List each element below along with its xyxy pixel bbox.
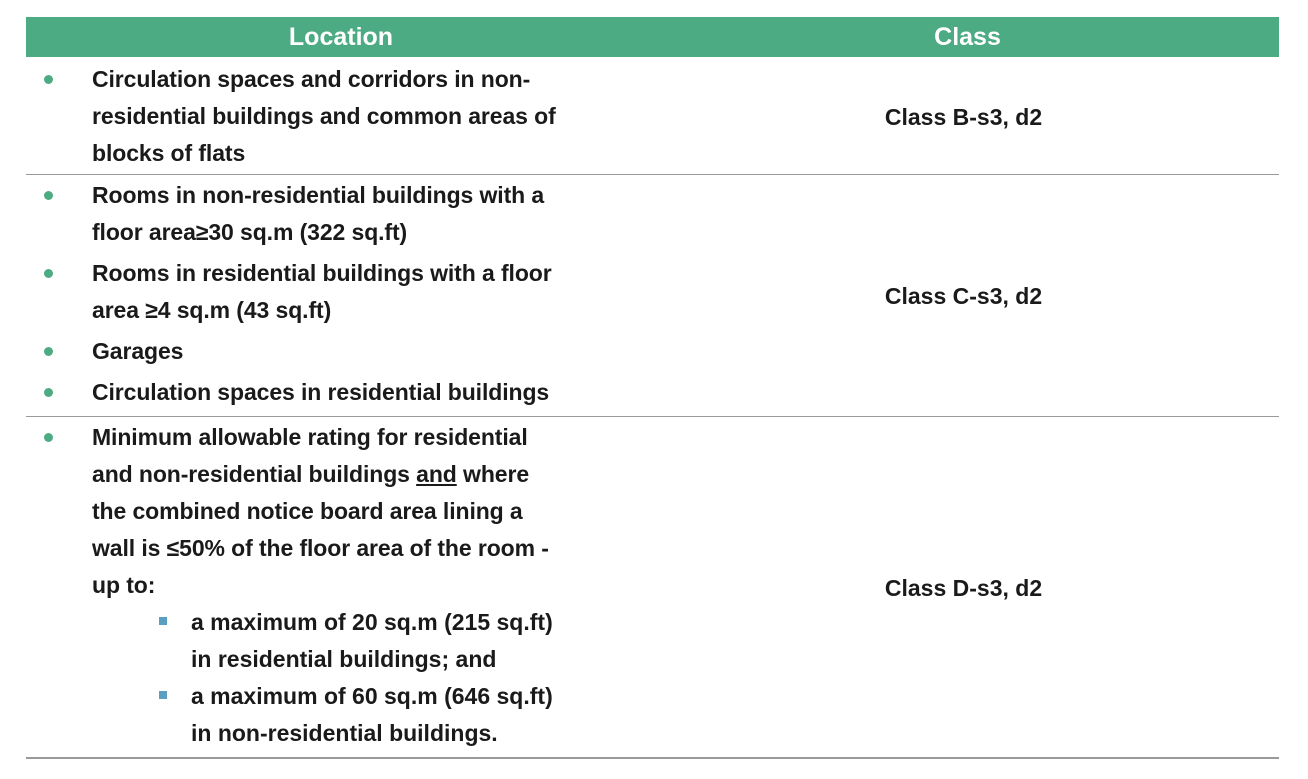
- item-text: and non-residential buildings: [92, 461, 410, 487]
- item-line: a maximum of 60 sq.m (646 sq.ft): [191, 683, 553, 709]
- square-bullet-icon: [159, 691, 167, 699]
- location-cell: [26, 177, 656, 416]
- item-line: Minimum allowable rating for residential: [92, 424, 528, 450]
- class-cell: Class C-s3, d2: [884, 283, 1043, 309]
- table-header: [26, 17, 1279, 57]
- item-line: blocks of flats: [92, 140, 246, 166]
- list-item: [40, 374, 656, 411]
- item-line: wall is ≤50% of the floor area of the room -: [92, 535, 549, 561]
- sub-list-item: [40, 604, 656, 678]
- bullet-icon: [44, 433, 53, 442]
- table-row: [26, 417, 1279, 759]
- emphasis-text: and: [416, 461, 457, 487]
- item-line: up to:: [92, 572, 156, 598]
- item-line: Circulation spaces and corridors in non-: [92, 66, 531, 92]
- bullet-icon: [44, 269, 53, 278]
- bullet-icon: [44, 75, 53, 84]
- list-item: [40, 177, 656, 251]
- item-line: Garages: [92, 338, 184, 364]
- item-line: in non-residential buildings.: [191, 720, 498, 746]
- bullet-icon: [44, 388, 53, 397]
- item-line: area ≥4 sq.m (43 sq.ft): [92, 297, 332, 323]
- bullet-icon: [44, 191, 53, 200]
- sub-list-item: [40, 678, 656, 752]
- item-line: [92, 456, 656, 493]
- location-cell: [26, 61, 656, 174]
- list-item: [40, 255, 656, 329]
- list-item: [40, 61, 656, 172]
- list-item: [40, 419, 656, 604]
- item-line: Circulation spaces in residential buildings: [92, 379, 550, 405]
- list-item: [40, 333, 656, 370]
- bullet-icon: [44, 347, 53, 356]
- item-line: Rooms in non-residential buildings with a: [92, 182, 545, 208]
- class-cell: Class B-s3, d2: [884, 104, 1043, 130]
- header-location: Location: [288, 22, 394, 51]
- item-line: floor area≥30 sq.m (322 sq.ft): [92, 219, 408, 245]
- item-line: the combined notice board area lining a: [92, 498, 523, 524]
- class-cell: Class D-s3, d2: [884, 574, 1043, 601]
- table-row: [26, 175, 1279, 417]
- item-line: in residential buildings; and: [191, 646, 497, 672]
- location-cell: [26, 419, 656, 757]
- table-row: [26, 57, 1279, 175]
- square-bullet-icon: [159, 617, 167, 625]
- fire-class-table: [26, 17, 1279, 759]
- item-line: a maximum of 20 sq.m (215 sq.ft): [191, 609, 553, 635]
- item-line: Rooms in residential buildings with a floor: [92, 260, 552, 286]
- header-class: Class: [934, 22, 1001, 51]
- item-line: residential buildings and common areas of: [92, 103, 556, 129]
- item-text: where: [463, 461, 530, 487]
